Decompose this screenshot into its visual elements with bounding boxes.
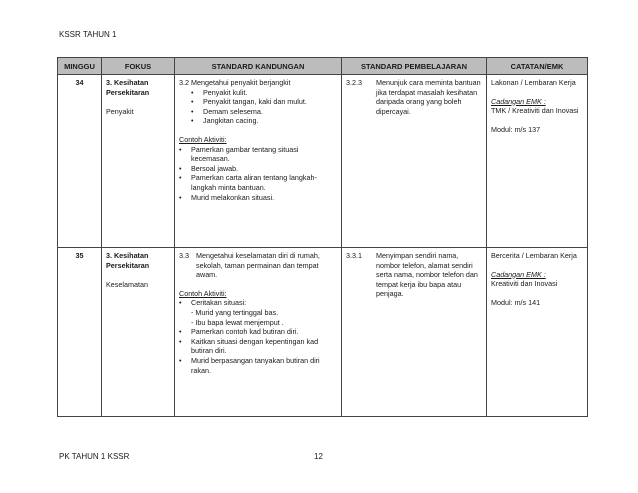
contoh-aktiviti-label: Contoh Aktiviti: [179, 288, 227, 298]
activity-subitem: - Ibu bapa lewat menjemput . [191, 317, 284, 327]
kandungan-number: 3.2 [179, 78, 189, 87]
pembelajaran-number: 3.2.3 [346, 78, 362, 87]
pembelajaran-number: 3.3.1 [346, 251, 362, 260]
modul-ref: Modul: m/s 141 [491, 297, 541, 307]
table-header-row [58, 58, 588, 75]
activity-item: • Murid berpasangan tanyakan butiran diri rakan. [179, 355, 320, 375]
pembelajaran-text: Menunjuk cara meminta bantuan jika terdapat masalah kesihatan daripada orang yang boleh dipercayai. [376, 78, 481, 116]
kandungan-number: 3.3 [179, 251, 189, 260]
page-footer: PK TAHUN 1 KSSR [59, 452, 130, 461]
modul-ref: Modul: m/s 137 [491, 124, 541, 134]
catatan-activity: Lakonan / Lembaran Kerja [491, 78, 576, 87]
page-number: 12 [314, 452, 323, 461]
col-standard-kandungan: STANDARD KANDUNGAN [175, 58, 342, 75]
activity-item: • Pamerkan carta aliran tentang langkah-langkah minta bantuan. [179, 173, 317, 192]
lesson-plan-table [57, 57, 588, 417]
activity-item: • Pamerkan contoh kad butiran diri. [179, 327, 299, 337]
kandungan-text: Mengetahui penyakit berjangkit [191, 78, 291, 87]
list-item: • Penyakit tangan, kaki dan mulut. [191, 97, 307, 107]
list-item: • Penyakit kulit. [191, 87, 248, 97]
activity-item: • Kaitkan situasi dengan kepentingan kad butiran diri. [179, 336, 319, 356]
standard-pembelajaran-cell [342, 75, 487, 248]
page-header: KSSR TAHUN 1 [59, 30, 117, 39]
standard-kandungan-cell [175, 248, 342, 417]
fokus-title: 3. Kesihatan Persekitaran [106, 251, 150, 270]
activity-item: • Pamerkan gambar tentang situasi kecemasan. [179, 144, 299, 164]
week-number: 35 [58, 248, 102, 417]
emk-label: Cadangan EMK : [491, 96, 546, 106]
col-fokus: FOKUS [102, 58, 175, 75]
activity-item: • Murid melakonkan situasi. [179, 192, 275, 202]
list-item: • Jangkitan cacing. [191, 116, 259, 126]
activity-item: • Bersoal jawab. [179, 163, 239, 173]
fokus-cell [102, 248, 175, 417]
col-minggu: MINGGU [58, 58, 102, 75]
catatan-cell [487, 248, 588, 417]
catatan-activity: Bercerita / Lembaran Kerja [491, 251, 577, 260]
emk-label: Cadangan EMK : [491, 269, 546, 279]
contoh-aktiviti-label: Contoh Aktiviti: [179, 134, 227, 144]
list-item: • Demam selesema. [191, 106, 263, 116]
activity-subitem: - Murid yang tertinggal bas. [191, 307, 279, 317]
standard-pembelajaran-cell [342, 248, 487, 417]
standard-kandungan-cell [175, 75, 342, 248]
kandungan-text: Mengetahui keselamatan diri di rumah, sekolah, taman permainan dan tempat awam. [196, 251, 320, 280]
col-catatan-emk: CATATAN/EMK [487, 58, 588, 75]
week-number: 34 [58, 75, 102, 248]
emk-value: TMK / Kreativiti dan Inovasi [491, 106, 579, 116]
col-standard-pembelajaran: STANDARD PEMBELAJARAN [342, 58, 487, 75]
table-row [58, 75, 588, 248]
table-row [58, 248, 588, 417]
activity-item: • Ceritakan situasi: [179, 298, 247, 308]
fokus-sub: Penyakit [106, 107, 134, 117]
catatan-cell [487, 75, 588, 248]
fokus-cell [102, 75, 175, 248]
emk-value: Kreativiti dan Inovasi [491, 279, 558, 289]
fokus-title: 3. Kesihatan Persekitaran [106, 78, 150, 97]
pembelajaran-text: Menyimpan sendiri nama, nombor telefon, alamat sendiri serta nama, nombor telefon dan tempat kerja ibu bapa atau penjaga. [376, 251, 478, 299]
fokus-sub: Keselamatan [106, 280, 148, 290]
